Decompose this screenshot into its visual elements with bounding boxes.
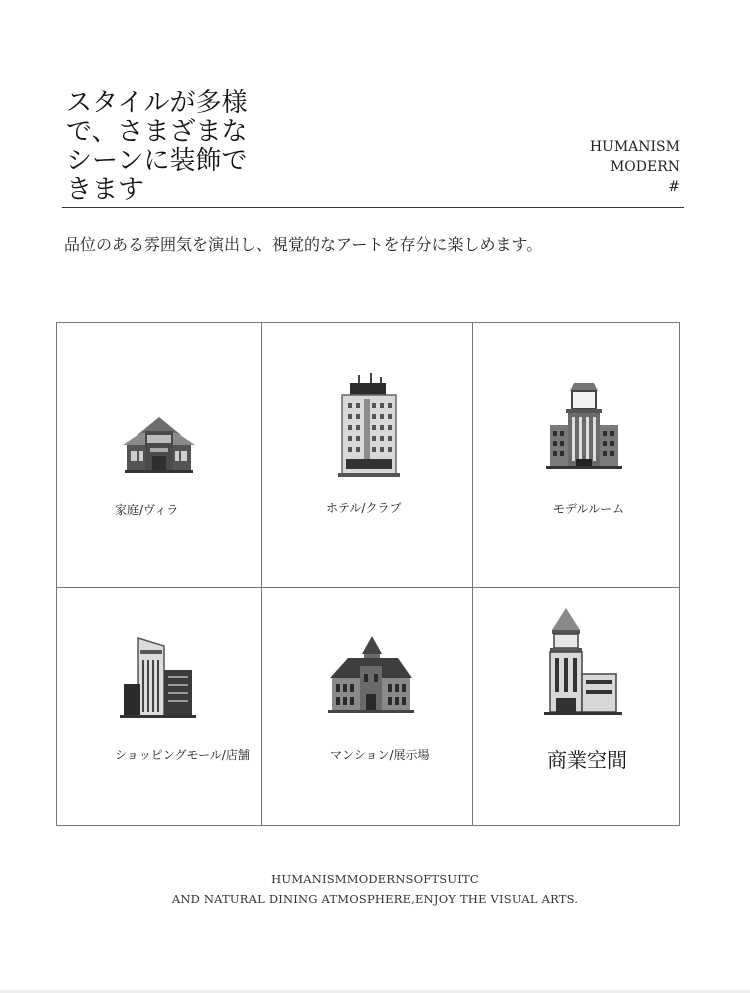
scene-label-mansion: マンション/展示場 [330,748,430,762]
title-line-1: スタイルが多様 [66,88,248,118]
scene-cell-shopping-mall [57,588,261,826]
scene-label-shopping-mall: ショッピングモール/店舗 [115,748,250,762]
brand-block [590,137,680,197]
page-title [66,89,266,205]
brand-line-1: HUMANISM [589,139,680,155]
scene-cell-model-room [473,323,679,587]
scene-cell-mansion [262,588,472,826]
scene-cell-commercial [473,588,679,826]
brand-line-2: MODERN [609,159,680,175]
model-room-building-icon [546,381,622,469]
shopping-mall-icon [120,636,196,718]
villa-icon [121,415,197,473]
subtitle: 品位のある雰囲気を演出し、視覚的なアートを存分に楽しめます。 [64,235,543,254]
scene-label-hotel: ホテル/クラブ [326,501,402,515]
hotel-icon [338,373,400,477]
title-line-2: で、さまざまな [66,117,248,147]
title-line-3: シーンに装飾で [66,146,248,176]
title-line-4: きます [66,175,145,205]
scene-label-model-room: モデルルーム [553,502,625,516]
scene-cell-villa [57,323,261,587]
brand-line-3: # [668,179,680,195]
mansion-icon [328,634,414,714]
scene-label-commercial: 商業空間 [547,748,627,772]
scene-grid [56,322,680,826]
footer-line-2: AND NATURAL DINING ATMOSPHERE,ENJOY THE VISUAL ARTS. [171,892,579,906]
scene-label-villa: 家庭/ヴィラ [115,503,179,517]
header-divider [62,207,684,208]
scene-cell-hotel [262,323,472,587]
commercial-tower-icon [544,608,622,716]
footer-line-1: HUMANISMMODERNSOFTSUITC [271,872,479,886]
